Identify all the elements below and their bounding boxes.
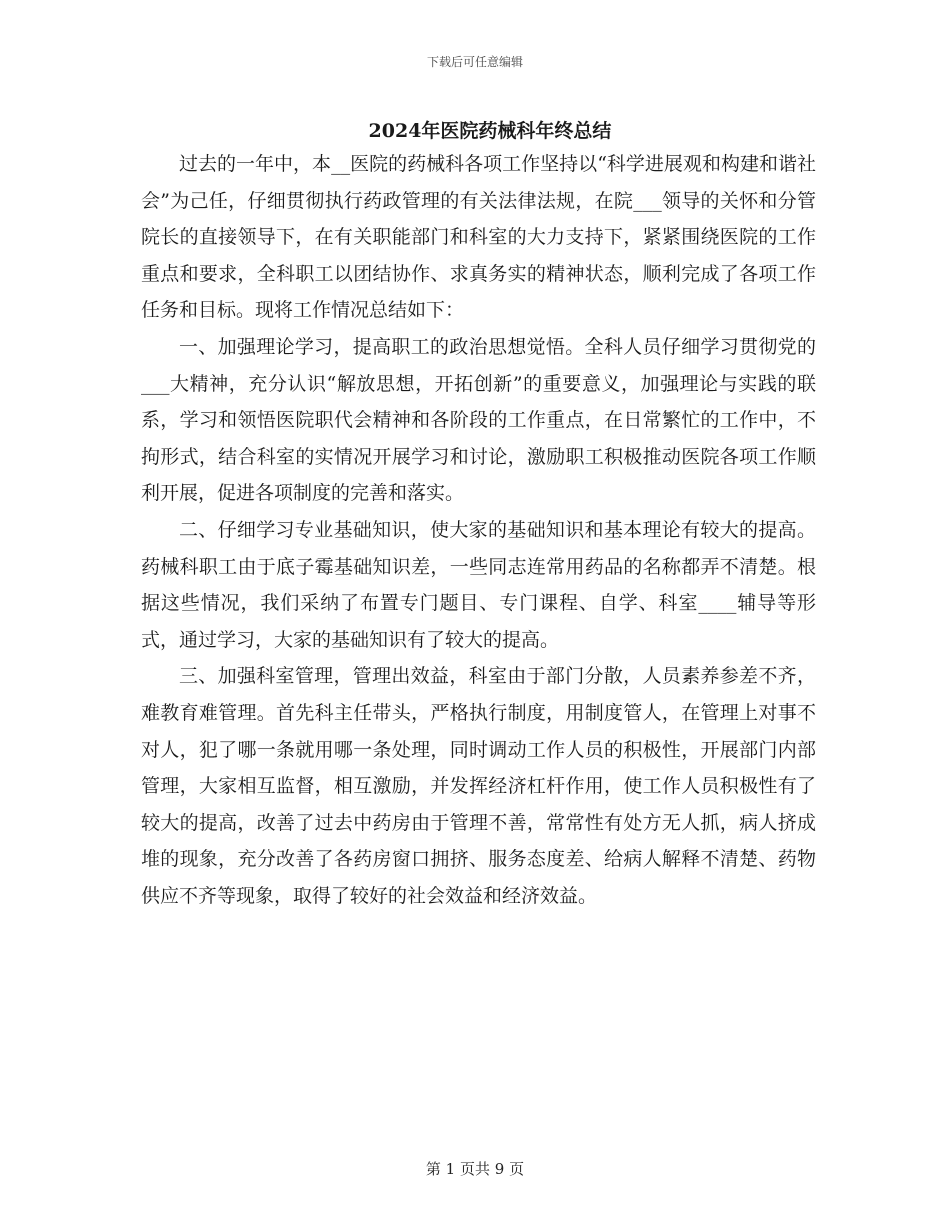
header-note: 下载后可任意编辑: [426, 55, 523, 69]
document-title: 2024年医院药械科年终总结: [368, 120, 612, 142]
paragraph-department-management: 三、加强科室管理，管理出效益，科室由于部门分散，人员素养参差不齐，难教育难管理。首先科主任带头，严格执行制度，用制度管人，在管理上对事不对人，犯了哪一条就用哪一条处理，同时调动工作人员的积极性，开展部门内部管理，大家相互监督，相互激励，并发挥经济杠杆作用，使工作人员积极性有了较大的提高，改善了过去中药房由于管理不善，常常性有处方无人抓，病人挤成堆的现象，充分改善了各药房窗口拥挤、服务态度差、给病人解释不清楚、药物供应不齐等现象，取得了较好的社会效益和经济效益。: [141, 665, 816, 907]
paragraph-theory-study: 一、加强理论学习，提高职工的政治思想觉悟。全科人员仔细学习贯彻党的___大精神，充分认识“解放思想，开拓创新”的重要意义，加强理论与实践的联系，学习和领悟医院职代会精神和各阶段的工作重点，在日常繁忙的工作中，不拘形式，结合科室的实情况开展学习和讨论，激励职工积极推动医院各项工作顺利开展，促进各项制度的完善和落实。: [141, 335, 816, 505]
paragraph-intro: 过去的一年中，本__医院的药械科各项工作坚持以“科学进展观和构建和谐社会”为己任，仔细贯彻执行药政管理的有关法律法规，在院___领导的关怀和分管院长的直接领导下，在有关职能部门和科室的大力支持下，紧紧围绕医院的工作重点和要求，全科职工以团结协作、求真务实的精神状态，顺利完成了各项工作任务和目标。现将工作情况总结如下：: [141, 153, 816, 322]
page-number: 第 1 页共 9 页: [425, 1160, 525, 1178]
paragraph-professional-study: 二、仔细学习专业基础知识，使大家的基础知识和基本理论有较大的提高。药械科职工由于底子霉基础知识差，一些同志连常用药品的名称都弄不清楚。根据这些情况，我们采纳了布置专门题目、专门课程、自学、科室____辅导等形式，通过学习，大家的基础知识有了较大的提高。: [141, 518, 816, 651]
document-body: [141, 146, 816, 914]
